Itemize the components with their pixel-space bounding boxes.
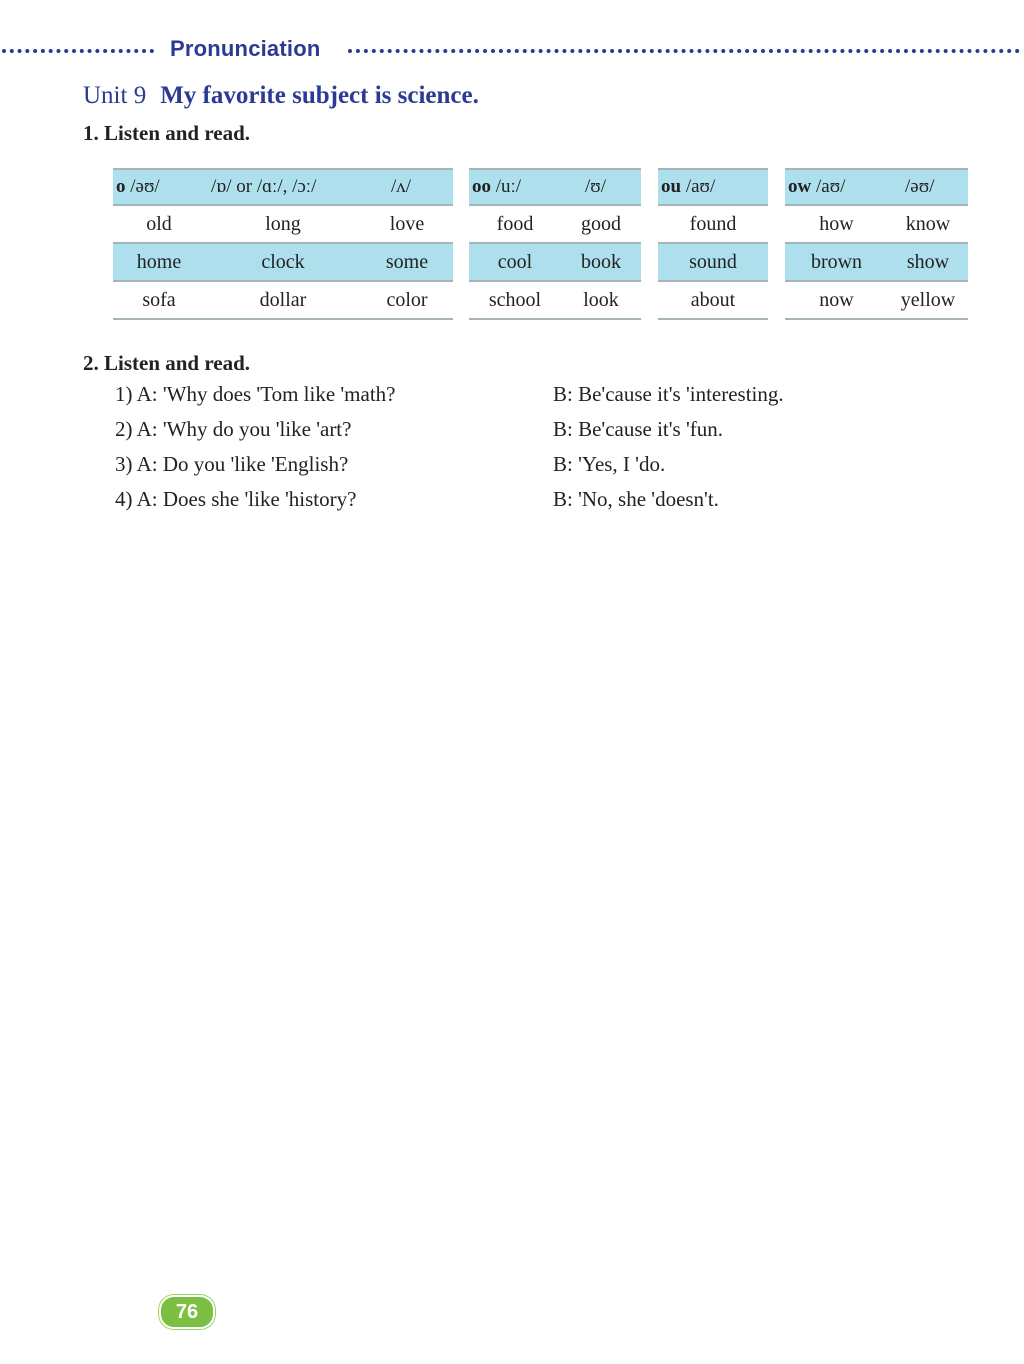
page-number-badge: 76 [159, 1295, 215, 1329]
speaker-b-line: B: 'No, she 'doesn't. [553, 487, 719, 511]
section-title: Pronunciation [170, 36, 321, 61]
column-header: /ʊ/ [585, 176, 606, 197]
word-cell: clock [261, 250, 305, 273]
speaker-a-line: 3) A: Do you 'like 'English? [115, 452, 349, 476]
speaker-b-line: B: Be'cause it's 'fun. [553, 417, 723, 441]
word-row [469, 206, 641, 244]
exercise-1-heading: 1. Listen and read. [83, 121, 251, 145]
column-header: ou /aʊ/ [661, 176, 716, 197]
dialog-line [115, 382, 935, 417]
word-cell: show [906, 250, 950, 273]
word-cell: sofa [142, 288, 176, 311]
column-header: ow /aʊ/ [788, 176, 846, 197]
word-cell: look [583, 288, 619, 311]
word-row [113, 282, 453, 320]
column-header: oo /uː/ [472, 176, 522, 197]
word-row [113, 244, 453, 282]
unit-title: My favorite subject is science. [160, 82, 479, 109]
column-header: /əʊ/ [905, 176, 935, 197]
word-cell: old [146, 212, 172, 235]
word-cell: good [581, 212, 621, 235]
word-cell: dollar [259, 288, 307, 311]
column-header: o /əʊ/ [116, 176, 160, 197]
column-header: /ɒ/ or /ɑː/, /ɔː/ [211, 176, 317, 197]
word-cell: brown [810, 250, 863, 273]
dialog-line [115, 452, 935, 487]
word-cell: cool [497, 250, 533, 273]
word-cell: yellow [900, 288, 956, 311]
phonics-group-ou [658, 168, 768, 320]
word-cell: school [488, 288, 542, 311]
page-header [0, 36, 1024, 66]
unit-label: Unit 9 [83, 82, 147, 109]
dialog-line [115, 487, 935, 522]
word-row [469, 244, 641, 282]
dotted-rule-left [2, 49, 154, 53]
dotted-rule-right [348, 49, 1020, 53]
group-header-row [469, 168, 641, 206]
word-cell: long [265, 212, 301, 235]
word-cell: found [689, 212, 737, 235]
column-header: /ʌ/ [391, 176, 412, 197]
word-cell: about [690, 288, 736, 311]
word-row [658, 244, 768, 282]
group-header-row [113, 168, 453, 206]
speaker-a-line: 2) A: 'Why do you 'like 'art? [115, 417, 352, 441]
phonics-group-oo [469, 168, 641, 320]
word-row [785, 206, 968, 244]
speaker-b-line: B: 'Yes, I 'do. [553, 452, 666, 476]
word-cell: know [905, 212, 951, 235]
word-row [785, 282, 968, 320]
word-row [469, 282, 641, 320]
word-row [658, 282, 768, 320]
phonics-group-ow [785, 168, 968, 320]
unit-heading [83, 82, 479, 110]
speaker-a-line: 1) A: 'Why does 'Tom like 'math? [115, 382, 396, 406]
speaker-b-line: B: Be'cause it's 'interesting. [553, 382, 784, 406]
word-cell: some [385, 250, 429, 273]
phonics-group-o [113, 168, 453, 320]
word-row [785, 244, 968, 282]
word-cell: home [136, 250, 182, 273]
word-cell: color [386, 288, 428, 311]
word-cell: now [819, 288, 854, 311]
word-cell: sound [689, 250, 737, 273]
word-cell: love [389, 212, 425, 235]
speaker-a-line: 4) A: Does she 'like 'history? [115, 487, 357, 511]
group-header-row [658, 168, 768, 206]
group-header-row [785, 168, 968, 206]
word-row [658, 206, 768, 244]
dialog-line [115, 417, 935, 452]
word-row [113, 206, 453, 244]
dialog-list [115, 382, 935, 522]
word-cell: food [496, 212, 534, 235]
exercise-2-heading: 2. Listen and read. [83, 351, 251, 375]
word-cell: book [581, 250, 621, 273]
word-cell: how [819, 212, 854, 235]
